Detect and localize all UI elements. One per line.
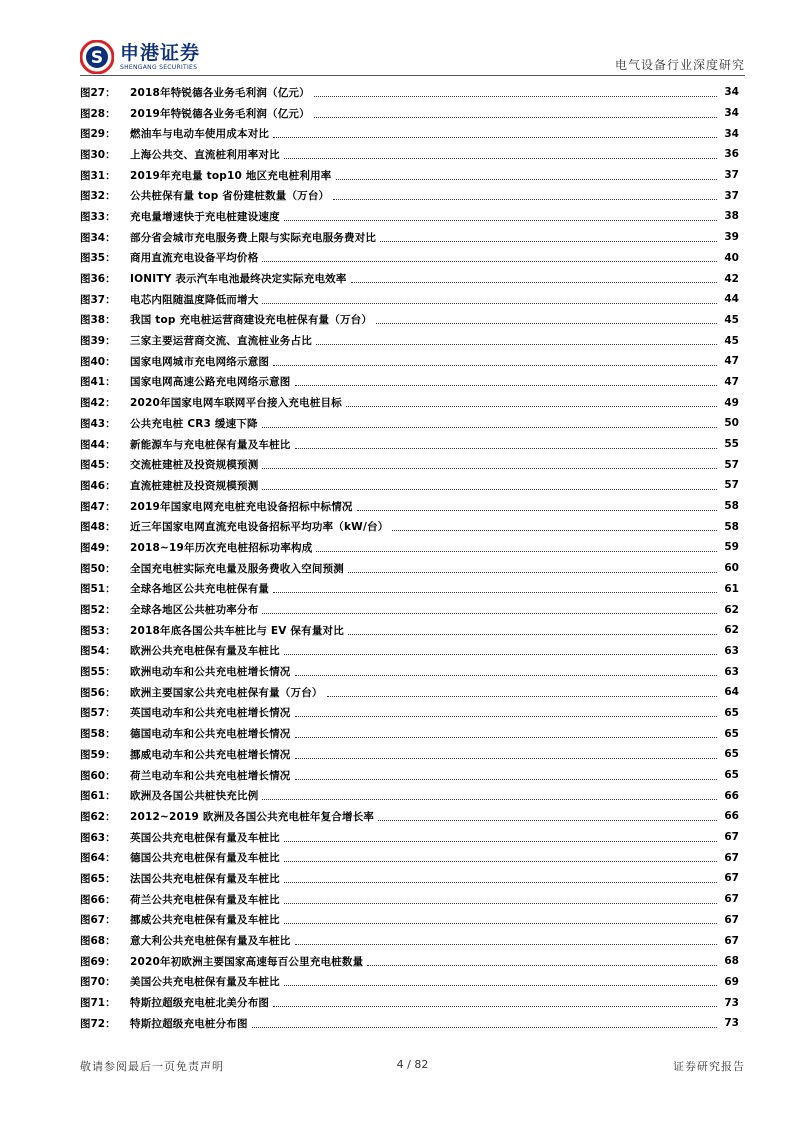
toc-entry[interactable] (80, 144, 739, 165)
toc-figure-label: 图40： (80, 355, 116, 368)
toc-figure-label: 图42： (80, 397, 116, 410)
toc-figure-label: 图57： (80, 707, 116, 720)
toc-entry[interactable] (80, 930, 739, 951)
toc-page-number[interactable]: 37 (724, 189, 739, 202)
toc-entry[interactable] (80, 661, 739, 682)
toc-figure-title[interactable]: 部分省会城市充电服务费上限与实际充电服务费对比 (130, 231, 377, 244)
toc-page-number[interactable]: 66 (724, 789, 739, 802)
toc-figure-label: 图30： (80, 148, 116, 161)
toc-dot-leader (327, 688, 717, 697)
toc-entry[interactable] (80, 599, 739, 620)
toc-figure-title[interactable]: 直流桩建桩及投资规模预测 (130, 479, 259, 492)
toc-figure-title[interactable]: 电芯内阻随温度降低而增大 (130, 293, 259, 306)
toc-figure-title[interactable]: 英国电动车和公共充电桩增长情况 (130, 707, 291, 720)
toc-dot-leader (367, 957, 717, 966)
toc-figure-title[interactable]: 2018~19年历次充电桩招标功率构成 (130, 541, 313, 554)
toc-figure-title[interactable]: 美国公共充电桩保有量及车桩比 (130, 976, 280, 989)
toc-figure-label: 图60： (80, 769, 116, 782)
toc-figure-label: 图66： (80, 893, 116, 906)
toc-entry[interactable] (80, 579, 739, 600)
toc-entry[interactable] (80, 310, 739, 331)
toc-figure-label: 图72： (80, 1017, 116, 1030)
toc-figure-title[interactable]: 上海公共交、直流桩利用率对比 (130, 148, 280, 161)
toc-figure-label: 图52： (80, 604, 116, 617)
toc-dot-leader (380, 233, 717, 242)
toc-entry[interactable] (80, 413, 739, 434)
toc-figure-title[interactable]: 欧洲主要国家公共充电桩保有量（万台） (130, 686, 323, 699)
toc-figure-label: 图49： (80, 541, 116, 554)
toc-dot-leader (346, 398, 717, 407)
toc-page-number[interactable]: 39 (724, 231, 739, 244)
toc-entry[interactable] (80, 351, 739, 372)
toc-dot-leader (284, 853, 717, 862)
toc-figure-title[interactable]: 国家电网高速公路充电网络示意图 (130, 376, 291, 389)
toc-page-number[interactable]: 34 (724, 107, 739, 120)
toc-page-number[interactable]: 67 (724, 831, 739, 844)
toc-dot-leader (262, 605, 717, 614)
toc-dot-leader (284, 895, 717, 904)
toc-dot-leader (295, 750, 718, 759)
toc-entry[interactable] (80, 392, 739, 413)
toc-figure-title[interactable]: 公共桩保有量 top 省份建桩数量（万台） (130, 190, 330, 203)
toc-dot-leader (273, 357, 717, 366)
toc-entry[interactable] (80, 82, 739, 103)
toc-figure-label: 图45： (80, 459, 116, 472)
toc-figure-title[interactable]: 2020年初欧洲主要国家高速每百公里充电桩数量 (130, 955, 364, 968)
toc-figure-label: 图55： (80, 666, 116, 679)
toc-figure-label: 图70： (80, 976, 116, 989)
toc-figure-title[interactable]: 我国 top 充电桩运营商建设充电桩保有量（万台） (130, 314, 373, 327)
toc-dot-leader (295, 440, 718, 449)
toc-figure-label: 图68： (80, 935, 116, 948)
toc-figure-title[interactable]: 公共充电桩 CR3 缓速下降 (130, 417, 258, 430)
toc-figure-label: 图28： (80, 107, 116, 120)
toc-dot-leader (348, 564, 717, 573)
toc-dot-leader (262, 460, 717, 469)
toc-page-number[interactable]: 45 (724, 334, 739, 347)
toc-page-number[interactable]: 49 (724, 396, 739, 409)
toc-figure-label: 图64： (80, 852, 116, 865)
toc-figure-title[interactable]: 欧洲公共充电桩保有量及车桩比 (130, 645, 280, 658)
toc-dot-leader (392, 522, 717, 531)
svg-text:S: S (90, 48, 104, 68)
report-category: 证券研究报告 (673, 1060, 745, 1073)
toc-figure-label: 图48： (80, 521, 116, 534)
toc-entry[interactable] (80, 723, 739, 744)
toc-entry[interactable] (80, 806, 739, 827)
toc-page-number[interactable]: 40 (724, 251, 739, 264)
toc-entry[interactable] (80, 641, 739, 662)
toc-figure-title[interactable]: 燃油车与电动车使用成本对比 (130, 128, 270, 141)
toc-page-number[interactable]: 36 (724, 148, 739, 161)
toc-page-number[interactable]: 47 (724, 355, 739, 368)
toc-dot-leader (273, 584, 717, 593)
toc-page-number[interactable]: 67 (724, 893, 739, 906)
toc-figure-label: 图38： (80, 314, 116, 327)
toc-page-number[interactable]: 69 (724, 975, 739, 988)
toc-figure-title[interactable]: 法国公共充电桩保有量及车桩比 (130, 872, 280, 885)
toc-dot-leader (262, 419, 717, 428)
toc-entry[interactable] (80, 475, 739, 496)
toc-figure-title[interactable]: 2018年底各国公共车桩比与 EV 保有量对比 (130, 624, 344, 637)
toc-page-number[interactable]: 57 (724, 458, 739, 471)
report-type-title: 电气设备行业深度研究 (614, 58, 745, 72)
toc-figure-title[interactable]: 欧洲及各国公共桩快充比例 (130, 790, 259, 803)
toc-dot-leader (348, 626, 717, 635)
toc-dot-leader (295, 771, 718, 780)
disclaimer-note: 敬请参阅最后一页免责声明 (80, 1060, 224, 1073)
toc-figure-title[interactable]: 特斯拉超级充电桩北美分布图 (130, 997, 270, 1010)
toc-entry[interactable] (80, 620, 739, 641)
toc-entry[interactable] (80, 289, 739, 310)
toc-figure-title[interactable]: 2019年特锐德各业务毛利润（亿元） (130, 107, 310, 120)
toc-figure-label: 图56： (80, 686, 116, 699)
toc-dot-leader (378, 812, 717, 821)
header-divider (80, 75, 745, 76)
toc-dot-leader (295, 708, 718, 717)
toc-figure-title[interactable]: 全球各地区公共桩功率分布 (130, 604, 259, 617)
toc-figure-title[interactable]: 国家电网城市充电网络示意图 (130, 355, 270, 368)
toc-dot-leader (284, 833, 717, 842)
toc-entry[interactable] (80, 682, 739, 703)
toc-figure-label: 图54： (80, 645, 116, 658)
toc-entry[interactable] (80, 972, 739, 993)
toc-figure-label: 图27： (80, 86, 116, 99)
toc-entry[interactable] (80, 827, 739, 848)
company-name-en: SHENGANG SECURITIES (120, 63, 198, 71)
toc-page-number[interactable]: 63 (724, 644, 739, 657)
toc-figure-label: 图58： (80, 728, 116, 741)
toc-dot-leader (295, 667, 718, 676)
toc-page-number[interactable]: 62 (724, 624, 739, 637)
toc-entry[interactable] (80, 1013, 739, 1034)
toc-entry[interactable] (80, 227, 739, 248)
toc-figure-label: 图65： (80, 872, 116, 885)
toc-dot-leader (284, 646, 717, 655)
toc-page-number[interactable]: 64 (724, 686, 739, 699)
toc-figure-title[interactable]: 挪威电动车和公共充电桩增长情况 (130, 748, 291, 761)
toc-figure-title[interactable]: 欧洲电动车和公共充电桩增长情况 (130, 666, 291, 679)
toc-figure-title[interactable]: 2020年国家电网车联网平台接入充电桩目标 (130, 397, 342, 410)
toc-figure-label: 图41： (80, 376, 116, 389)
toc-entry[interactable] (80, 951, 739, 972)
toc-figure-label: 图36： (80, 273, 116, 286)
toc-figure-title[interactable]: 2019年国家电网充电桩充电设备招标中标情况 (130, 500, 353, 513)
toc-page-number[interactable]: 34 (724, 86, 739, 99)
toc-figure-label: 图37： (80, 293, 116, 306)
toc-figure-title[interactable]: 挪威公共充电桩保有量及车桩比 (130, 914, 280, 927)
toc-figure-label: 图33： (80, 210, 116, 223)
toc-page-number[interactable]: 67 (724, 934, 739, 947)
toc-entry[interactable] (80, 910, 739, 931)
toc-dot-leader (273, 998, 717, 1007)
toc-page-number[interactable]: 67 (724, 872, 739, 885)
toc-entry[interactable] (80, 206, 739, 227)
toc-figure-title[interactable]: 2019年充电量 top10 地区充电桩利用率 (130, 169, 332, 182)
toc-dot-leader (284, 915, 717, 924)
toc-figure-title[interactable]: 荷兰公共充电桩保有量及车桩比 (130, 893, 280, 906)
toc-page-number[interactable]: 59 (724, 541, 739, 554)
toc-entry[interactable] (80, 537, 739, 558)
toc-dot-leader (284, 150, 717, 159)
toc-page-number[interactable]: 50 (724, 417, 739, 430)
toc-entry[interactable] (80, 703, 739, 724)
toc-entry[interactable] (80, 330, 739, 351)
toc-figure-label: 图53： (80, 624, 116, 637)
toc-page-number[interactable]: 34 (724, 127, 739, 140)
toc-entry[interactable] (80, 123, 739, 144)
toc-page-number[interactable]: 63 (724, 665, 739, 678)
toc-dot-leader (273, 129, 717, 138)
toc-figure-title[interactable]: IONITY 表示汽车电池最终决定实际充电效率 (130, 273, 347, 286)
page-footer (80, 1058, 745, 1074)
toc-page-number[interactable]: 66 (724, 810, 739, 823)
toc-dot-leader (284, 212, 717, 221)
toc-page-number[interactable]: 65 (724, 748, 739, 761)
toc-entry[interactable] (80, 558, 739, 579)
toc-page-number[interactable]: 73 (724, 996, 739, 1009)
toc-dot-leader (295, 729, 718, 738)
toc-page-number[interactable]: 55 (724, 438, 739, 451)
toc-entry[interactable] (80, 992, 739, 1013)
toc-page-number[interactable]: 38 (724, 210, 739, 223)
toc-entry[interactable] (80, 268, 739, 289)
toc-page-number[interactable]: 58 (724, 520, 739, 533)
toc-entry[interactable] (80, 165, 739, 186)
toc-page-number[interactable]: 42 (724, 272, 739, 285)
toc-figure-title[interactable]: 英国公共充电桩保有量及车桩比 (130, 831, 280, 844)
toc-entry[interactable] (80, 765, 739, 786)
toc-figure-label: 图31： (80, 169, 116, 182)
toc-dot-leader (262, 295, 717, 304)
toc-entry[interactable] (80, 744, 739, 765)
toc-page-number[interactable]: 67 (724, 913, 739, 926)
toc-figure-label: 图39： (80, 335, 116, 348)
toc-dot-leader (336, 171, 718, 180)
toc-page-number[interactable]: 73 (724, 1017, 739, 1030)
toc-entry[interactable] (80, 496, 739, 517)
toc-dot-leader (314, 109, 717, 118)
toc-figure-label: 图46： (80, 479, 116, 492)
page-header (0, 0, 793, 80)
toc-entry[interactable] (80, 372, 739, 393)
shengang-logo-icon (80, 40, 114, 74)
toc-page-number[interactable]: 68 (724, 955, 739, 968)
toc-figure-label: 图69： (80, 955, 116, 968)
toc-dot-leader (333, 191, 717, 200)
toc-figure-title[interactable]: 意大利公共充电桩保有量及车桩比 (130, 935, 291, 948)
toc-entry[interactable] (80, 516, 739, 537)
toc-dot-leader (295, 377, 718, 386)
toc-dot-leader (252, 1019, 717, 1028)
toc-dot-leader (351, 274, 717, 283)
toc-page-number[interactable]: 57 (724, 479, 739, 492)
toc-page-number[interactable]: 44 (724, 293, 739, 306)
toc-figure-label: 图35： (80, 252, 116, 265)
toc-figure-label: 图32： (80, 190, 116, 203)
toc-figure-title[interactable]: 全球各地区公共充电桩保有量 (130, 583, 270, 596)
toc-figure-label: 图59： (80, 748, 116, 761)
toc-dot-leader (262, 481, 717, 490)
toc-page-number[interactable]: 61 (724, 582, 739, 595)
toc-figure-label: 图51： (80, 583, 116, 596)
toc-figure-label: 图29： (80, 128, 116, 141)
toc-figure-title[interactable]: 特斯拉超级充电桩分布图 (130, 1017, 248, 1030)
toc-figure-label: 图34： (80, 231, 116, 244)
toc-dot-leader (314, 88, 717, 97)
toc-dot-leader (284, 874, 717, 883)
toc-dot-leader (262, 253, 717, 262)
toc-page-number[interactable]: 65 (724, 706, 739, 719)
toc-dot-leader (376, 315, 717, 324)
company-name-cn: 申港证券 (120, 41, 201, 64)
toc-figure-title[interactable]: 德国公共充电桩保有量及车桩比 (130, 852, 280, 865)
toc-figure-label: 图50： (80, 562, 116, 575)
toc-figure-title[interactable]: 三家主要运营商交流、直流桩业务占比 (130, 335, 312, 348)
toc-entry[interactable] (80, 889, 739, 910)
toc-figure-title[interactable]: 商用直流充电设备平均价格 (130, 252, 259, 265)
toc-figure-title[interactable]: 交流桩建桩及投资规模预测 (130, 459, 259, 472)
toc-figure-title[interactable]: 德国电动车和公共充电桩增长情况 (130, 728, 291, 741)
toc-figure-title[interactable]: 新能源车与充电桩保有量及车桩比 (130, 438, 291, 451)
toc-page-number[interactable]: 37 (724, 169, 739, 182)
toc-figure-label: 图62： (80, 810, 116, 823)
toc-figure-title[interactable]: 2012~2019 欧洲及各国公共充电桩年复合增长率 (130, 810, 375, 823)
toc-figure-label: 图63： (80, 831, 116, 844)
toc-entry[interactable] (80, 248, 739, 269)
toc-figure-label: 图71： (80, 997, 116, 1010)
toc-dot-leader (316, 336, 717, 345)
toc-page-number[interactable]: 47 (724, 375, 739, 388)
toc-page-number[interactable]: 58 (724, 500, 739, 513)
toc-figure-label: 图47： (80, 500, 116, 513)
toc-dot-leader (316, 543, 717, 552)
toc-page-number[interactable]: 65 (724, 769, 739, 782)
toc-figure-label: 图67： (80, 914, 116, 927)
toc-entry[interactable] (80, 785, 739, 806)
toc-page-number[interactable]: 65 (724, 727, 739, 740)
toc-figure-label: 图44： (80, 438, 116, 451)
toc-page-number[interactable]: 62 (724, 603, 739, 616)
toc-page-number[interactable]: 60 (724, 562, 739, 575)
toc-figure-title[interactable]: 充电量增速快于充电桩建设速度 (130, 210, 280, 223)
toc-dot-leader (284, 977, 717, 986)
toc-figure-title[interactable]: 荷兰电动车和公共充电桩增长情况 (130, 769, 291, 782)
toc-figure-label: 图61： (80, 790, 116, 803)
toc-entry[interactable] (80, 103, 739, 124)
toc-page-number[interactable]: 45 (724, 313, 739, 326)
toc-dot-leader (357, 502, 717, 511)
toc-entry[interactable] (80, 185, 739, 206)
toc-dot-leader (295, 936, 718, 945)
toc-figure-title[interactable]: 全国充电桩实际充电量及服务费收入空间预测 (130, 562, 344, 575)
toc-entry[interactable] (80, 868, 739, 889)
toc-figure-title[interactable]: 近三年国家电网直流充电设备招标平均功率（kW/台） (130, 521, 389, 534)
toc-entry[interactable] (80, 847, 739, 868)
toc-figure-title[interactable]: 2018年特锐德各业务毛利润（亿元） (130, 86, 310, 99)
toc-figure-label: 图43： (80, 417, 116, 430)
toc-dot-leader (262, 791, 717, 800)
page-number: 4 / 82 (396, 1058, 429, 1071)
toc-entry[interactable] (80, 454, 739, 475)
toc-page-number[interactable]: 67 (724, 851, 739, 864)
toc-entry[interactable] (80, 434, 739, 455)
logo-text (120, 43, 200, 72)
figure-index-list (80, 82, 739, 1034)
company-logo (80, 40, 200, 74)
